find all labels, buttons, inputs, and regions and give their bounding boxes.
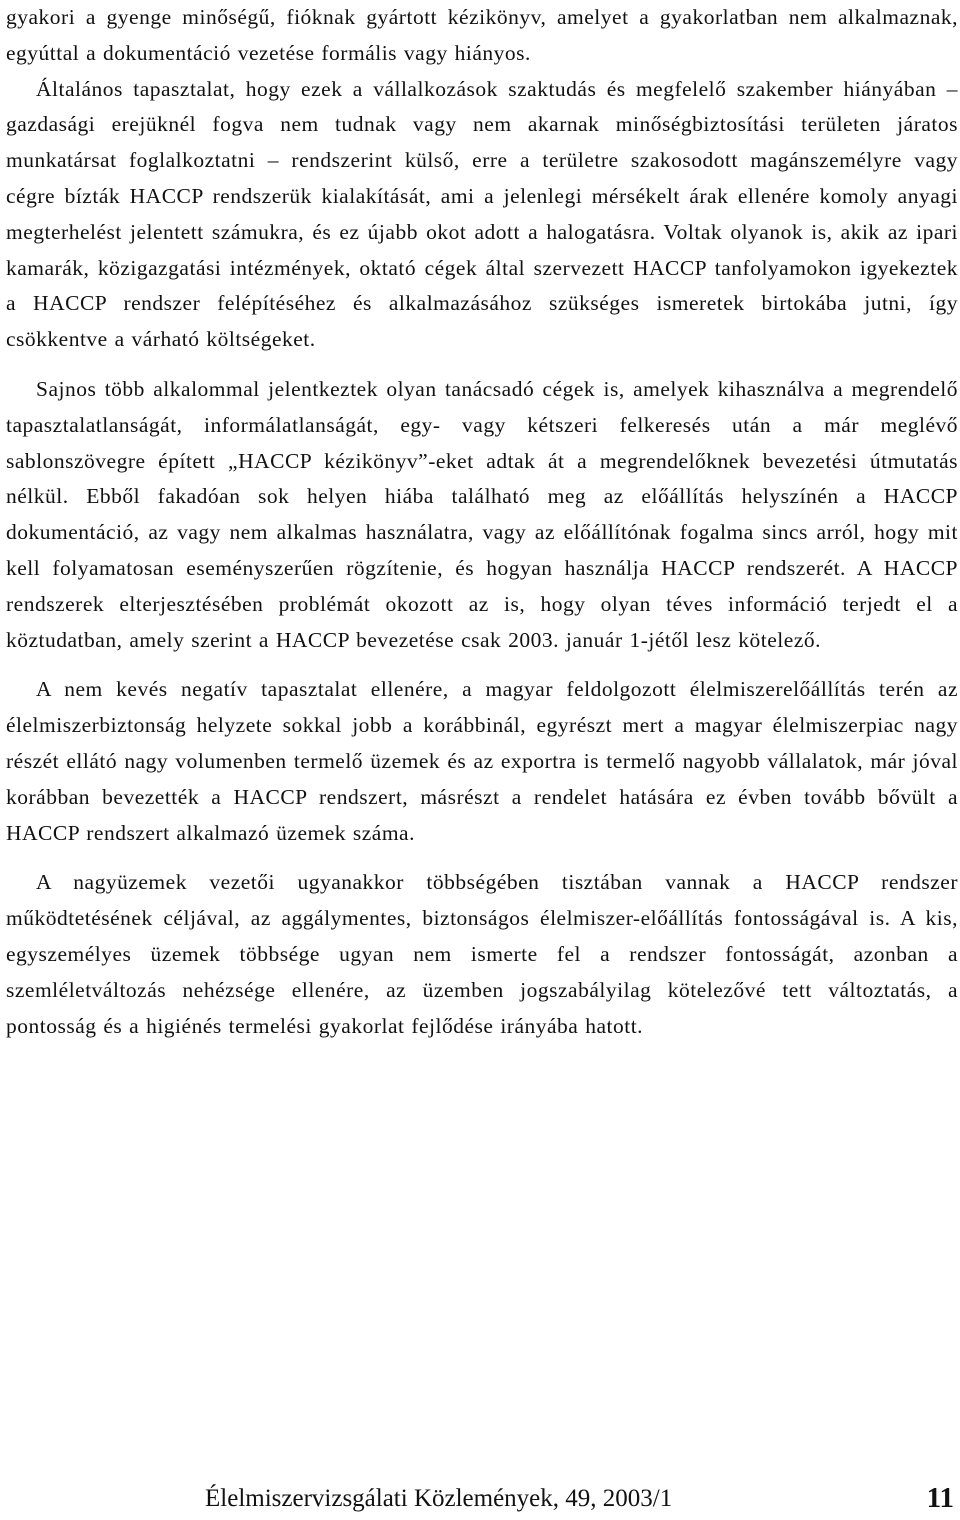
paragraph-continuation: gyakori a gyenge minőségű, fióknak gyártott kézikönyv, amelyet a gyakorlatban nem alkalmaznak, egyúttal a dokumentáció vezetése formális vagy hiányos. bbox=[6, 5, 958, 65]
journal-citation: Élelmiszervizsgálati Közlemények, 49, 2003/1 bbox=[205, 1485, 673, 1512]
page-number: 11 bbox=[926, 1482, 954, 1514]
paragraph-large-plants: A nagyüzemek vezetői ugyanakkor többségében tisztában vannak a HACCP rendszer működtetésének céljával, az aggálymentes, biztonságos élelmiszer-előállítás fontosságával is. A kis, egyszemélyes üzemek többsége ugyan nem ismerte fel a rendszer fontosságát, azonban a szemléletváltozás nehézsége ellenére, az üzemben jogszabályilag kötelezővé tett változtatás, a pontosság és a higiénés termelési gyakorlat fejlődése irányába hatott. bbox=[6, 870, 958, 1038]
paragraph-general-experience: Általános tapasztalat, hogy ezek a vállalkozások szaktudás és megfelelő szakember hiányában – gazdasági erejüknél fogva nem tudnak vagy nem akarnak minőségbiztosítási területen járatos munkatársat foglalkoztatni – rendszerint külső, erre a területre szakosodott magánszemélyre vagy cégre bízták HACCP rendszerük kialakítását, ami a jelenlegi mérsékelt árak ellenére komoly anyagi megterhelést jelentett számukra, és ez újabb okot adott a halogatásra. Voltak olyanok is, akik az ipari kamarák, közigazgatási intézmények, oktató cégek által szervezett HACCP tanfolyamokon igyekeztek a HACCP rendszer felépítéséhez és alkalmazásához szükséges ismeretek birtokába jutni, így csökkentve a várható költségeket. bbox=[6, 76, 958, 352]
document-body bbox=[6, 0, 958, 1044]
page-footer bbox=[0, 1484, 960, 1520]
paragraph-food-safety-situation: A nem kevés negatív tapasztalat ellenére, a magyar feldolgozott élelmiszerelőállítás terén az élelmiszerbiztonság helyzete sokkal jobb a korábbinál, egyrészt mert a magyar élelmiszerpiac nagy részét ellátó nagy volumenben termelő üzemek és az exportra is termelő nagyobb vállalatok, már jóval korábban bevezették a HACCP rendszert, másrészt a rendelet hatására ez évben tovább bővült a HACCP rendszert alkalmazó üzemek száma. bbox=[6, 677, 958, 845]
paragraph-consulting-firms: Sajnos több alkalommal jelentkeztek olyan tanácsadó cégek is, amelyek kihasználva a megrendelő tapasztalatlanságát, informálatlanságát, egy- vagy kétszeri felkeresés után a már meglévő sablonszövegre épített „HACCP kézikönyv”-eket adtak át a megrendelőknek bevezetési útmutatás nélkül. Ebből fakadóan sok helyen hiába található meg az előállítás helyszínén a HACCP dokumentáció, az vagy nem alkalmas használatra, vagy az előállítónak fogalma sincs arról, hogy mit kell folyamatosan eseményszerűen rögzítenie, és hogyan használja HACCP rendszerét. A HACCP rendszerek elterjesztésében problémát okozott az is, hogy olyan téves információ terjedt el a köztudatban, amely szerint a HACCP bevezetése csak 2003. január 1-jétől lesz kötelező. bbox=[6, 376, 958, 652]
